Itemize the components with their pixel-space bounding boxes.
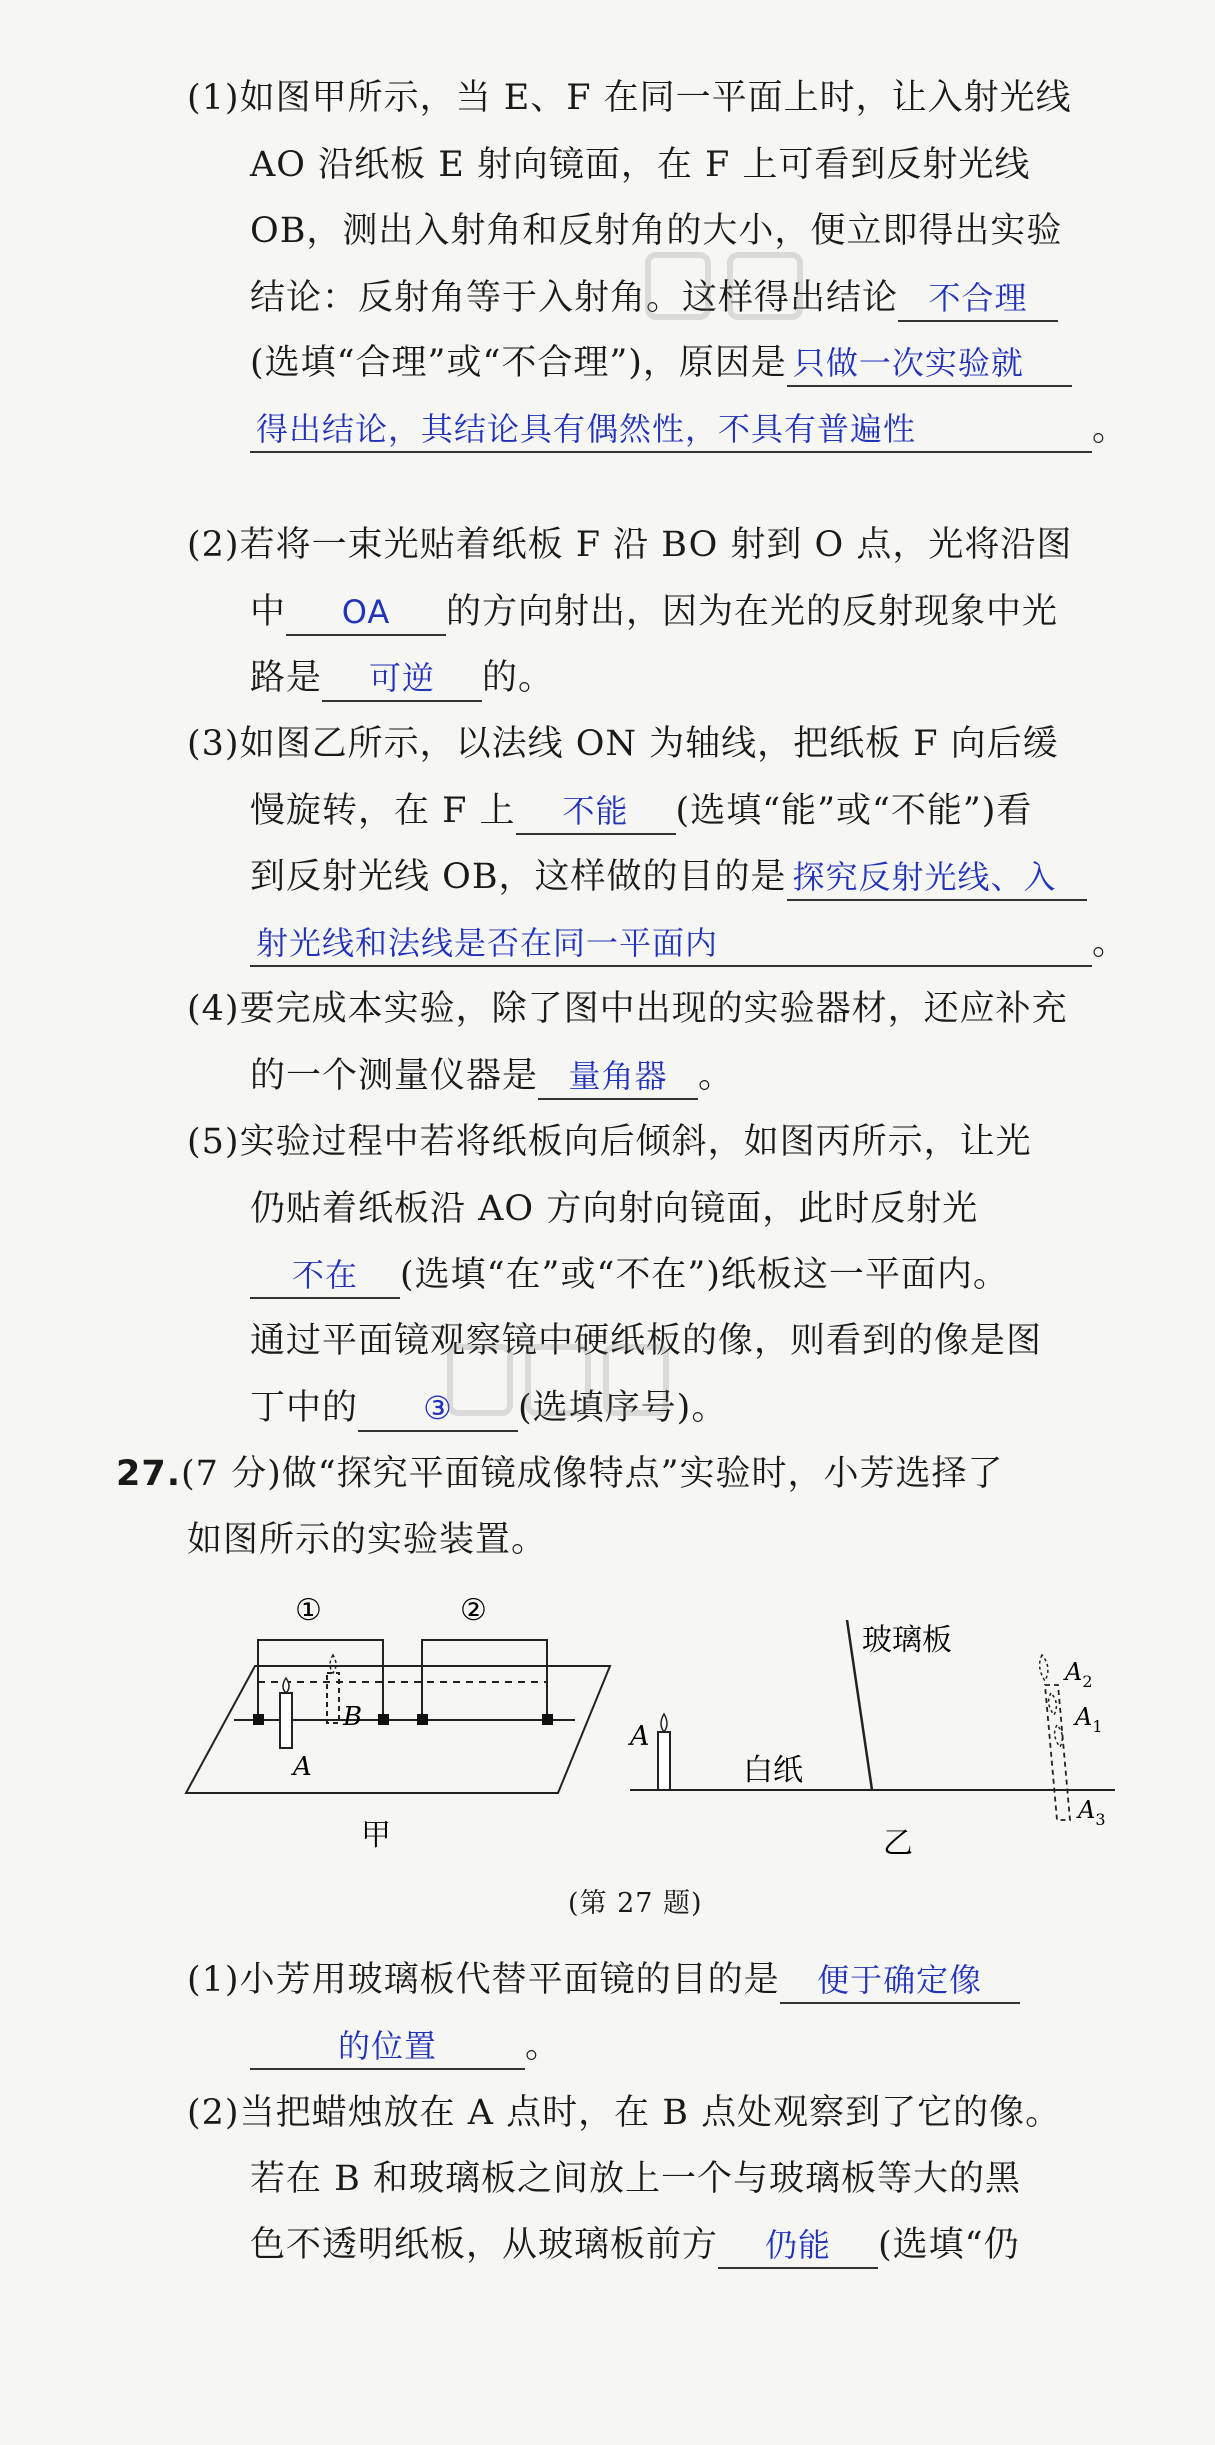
- q26-p5-line1: (5)实验过程中若将纸板向后倾斜，如图丙所示，让光: [187, 1122, 1032, 1162]
- fig-jia-clip-2: [378, 1714, 389, 1725]
- q27-p2-answer-still-can: 仍能: [718, 2223, 878, 2269]
- q26-p1-line2: AO 沿纸板 E 射向镜面，在 F 上可看到反射光线: [250, 145, 1031, 185]
- fig-yi-image-flame-a1: [1049, 1693, 1057, 1715]
- fig-label-a2-letter: A: [1065, 1658, 1083, 1686]
- q26-p1-answer-reason-b: 得出结论，其结论具有偶然性，不具有普遍性: [250, 407, 1092, 453]
- q26-p3-line3-pre: 到反射光线 OB，这样做的目的是: [250, 857, 787, 897]
- q26-p4-line1: (4)要完成本实验，除了图中出现的实验器材，还应补充: [187, 989, 1068, 1029]
- q26-p3-answer-can: 不能: [516, 789, 676, 835]
- q26-p2-line3-pre: 路是: [250, 658, 323, 698]
- q27-p1-answer-a: 便于确定像: [780, 1958, 1020, 2004]
- q26-p3-answer-purpose-b: 射光线和法线是否在同一平面内: [250, 921, 1092, 967]
- q27-p2-line3-pre: 色不透明纸板，从玻璃板前方: [250, 2225, 719, 2265]
- q27-p1-line1: [187, 1956, 1020, 2004]
- q26-p1-line4-text: 结论：反射角等于入射角。这样得出结论: [250, 278, 899, 318]
- q26-p3-line2: [250, 787, 1032, 835]
- fig-yi-candle-a: [658, 1732, 670, 1790]
- q26-p3-line2-post: (选填“能”或“不能”)看: [675, 791, 1033, 831]
- q27-line2: 如图所示的实验装置。: [187, 1520, 548, 1560]
- q26-p2-line2-pre: 中: [250, 592, 287, 632]
- fig-label-a1-sub: 1: [1092, 1717, 1103, 1736]
- fig-label-a1-letter: A: [1075, 1703, 1093, 1731]
- q26-p1-end: 。: [1092, 409, 1129, 449]
- q26-p2-answer-direction: OA: [286, 590, 446, 636]
- fig-label-paper: 白纸: [743, 1753, 803, 1788]
- q26-p5-line3-post: (选填“在”或“不在”)纸板这一平面内。: [400, 1255, 1009, 1295]
- fig-label-a-right: A: [630, 1721, 650, 1752]
- q26-p1-line6: [250, 405, 1128, 453]
- q26-p5-line2: 仍贴着纸板沿 AO 方向射向镜面，此时反射光: [250, 1189, 979, 1229]
- fig-label-a1: [1073, 1703, 1103, 1736]
- q26-p3-line4: [250, 919, 1128, 967]
- fig-jia-clip-1: [253, 1714, 264, 1725]
- q26-p2-line3-post: 的。: [482, 658, 555, 698]
- fig-label-a3-letter: A: [1078, 1796, 1096, 1824]
- q27-p2-line3-post: (选填“仍: [878, 2225, 1020, 2265]
- q26-p1-line5-text: (选填“合理”或“不合理”)，原因是: [250, 343, 787, 383]
- q26-p3-line1: (3)如图乙所示，以法线 ON 为轴线，把纸板 F 向后缓: [187, 724, 1059, 764]
- q26-p5-answer-in-plane: 不在: [250, 1253, 400, 1299]
- q26-p3-line2-pre: 慢旋转，在 F 上: [250, 791, 516, 831]
- q27-stem: (7 分)做“探究平面镜成像特点”实验时，小芳选择了: [181, 1454, 1004, 1494]
- q27-p1-line2: [250, 2022, 561, 2070]
- fig-jia-candle-a: [280, 1693, 292, 1748]
- q26-p3-end: 。: [1092, 923, 1129, 963]
- fig-jia-frame-2: [422, 1640, 547, 1720]
- fig-label-a-left: A: [293, 1752, 312, 1782]
- fig-jia-flame-icon: [283, 1678, 289, 1693]
- q26-p5-line5-pre: 丁中的: [250, 1388, 359, 1428]
- q27-line1: [116, 1450, 1004, 1498]
- fig-label-jia: 甲: [361, 1818, 391, 1853]
- q26-p1-line1: (1)如图甲所示，当 E、F 在同一平面上时，让入射光线: [187, 78, 1072, 118]
- q26-p4-end: 。: [698, 1056, 735, 1096]
- q26-p5-line5-post: (选填序号)。: [518, 1388, 728, 1428]
- q26-p2-line1: (2)若将一束光贴着纸板 F 沿 BO 射到 O 点，光将沿图: [187, 525, 1073, 565]
- q26-p1-line3: OB，测出入射角和反射角的大小，便立即得出实验: [250, 211, 1063, 251]
- fig-label-b: B: [343, 1702, 363, 1732]
- q26-p5-line4: 通过平面镜观察镜中硬纸板的像，则看到的像是图: [250, 1321, 1043, 1361]
- q26-p1-answer-reasonable: 不合理: [898, 276, 1058, 322]
- fig-label-a2-sub: 2: [1082, 1672, 1093, 1691]
- fig-circle-1: ①: [295, 1593, 322, 1628]
- q26-p2-answer-reversible: 可逆: [322, 656, 482, 702]
- q27-p2-line1: (2)当把蜡烛放在 A 点时，在 B 点处观察到了它的像。: [187, 2093, 1062, 2133]
- fig-label-yi: 乙: [883, 1826, 913, 1861]
- q26-p2-line3: [250, 654, 554, 702]
- q26-p4-line2: [250, 1052, 734, 1100]
- q27-p1-answer-b: 的位置: [250, 2024, 525, 2070]
- q26-p1-answer-reason-a: 只做一次实验就: [787, 341, 1072, 387]
- fig-jia-virtual-flame-icon: [330, 1655, 336, 1673]
- q26-p3-answer-purpose-a: 探究反射光线、入: [787, 855, 1087, 901]
- fig-jia-clip-3: [417, 1714, 428, 1725]
- q27-figure: [170, 1575, 1135, 1875]
- q26-p4-line2-pre: 的一个测量仪器是: [250, 1056, 539, 1096]
- q27-p2-line2: 若在 B 和玻璃板之间放上一个与玻璃板等大的黑: [250, 2159, 1021, 2199]
- q27-number: 27.: [116, 1454, 182, 1494]
- q26-p5-line3: [250, 1251, 1009, 1299]
- fig-jia-candle-b: [327, 1673, 339, 1723]
- fig-label-a3-sub: 3: [1095, 1810, 1106, 1829]
- q26-p1-line5: [250, 339, 1072, 387]
- fig-circle-2: ②: [460, 1593, 487, 1628]
- q27-p1-line1-pre: (1)小芳用玻璃板代替平面镜的目的是: [187, 1960, 780, 2000]
- watermark-top: [640, 245, 820, 335]
- q26-p2-line2-post: 的方向射出，因为在光的反射现象中光: [446, 592, 1059, 632]
- fig-label-a3: [1076, 1796, 1106, 1829]
- fig-label-a2: [1063, 1658, 1093, 1691]
- fig-yi-image-flame-a2: [1040, 1655, 1048, 1681]
- q27-figure-caption: (第 27 题): [568, 1888, 703, 1919]
- q27-p1-end: 。: [525, 2026, 562, 2066]
- fig-yi-flame-icon: [661, 1714, 667, 1732]
- fig-jia-frame-1: [258, 1640, 383, 1720]
- q27-p2-line3: [250, 2221, 1020, 2269]
- fig-jia-clip-4: [542, 1714, 553, 1725]
- q26-p2-line2: [250, 588, 1058, 636]
- fig-label-glass: 玻璃板: [862, 1623, 952, 1658]
- q26-p4-answer-instrument: 量角器: [538, 1054, 698, 1100]
- q26-p3-line3: [250, 853, 1087, 901]
- q26-p5-answer-option: ③: [358, 1386, 518, 1432]
- watermark-middle: [440, 1335, 680, 1430]
